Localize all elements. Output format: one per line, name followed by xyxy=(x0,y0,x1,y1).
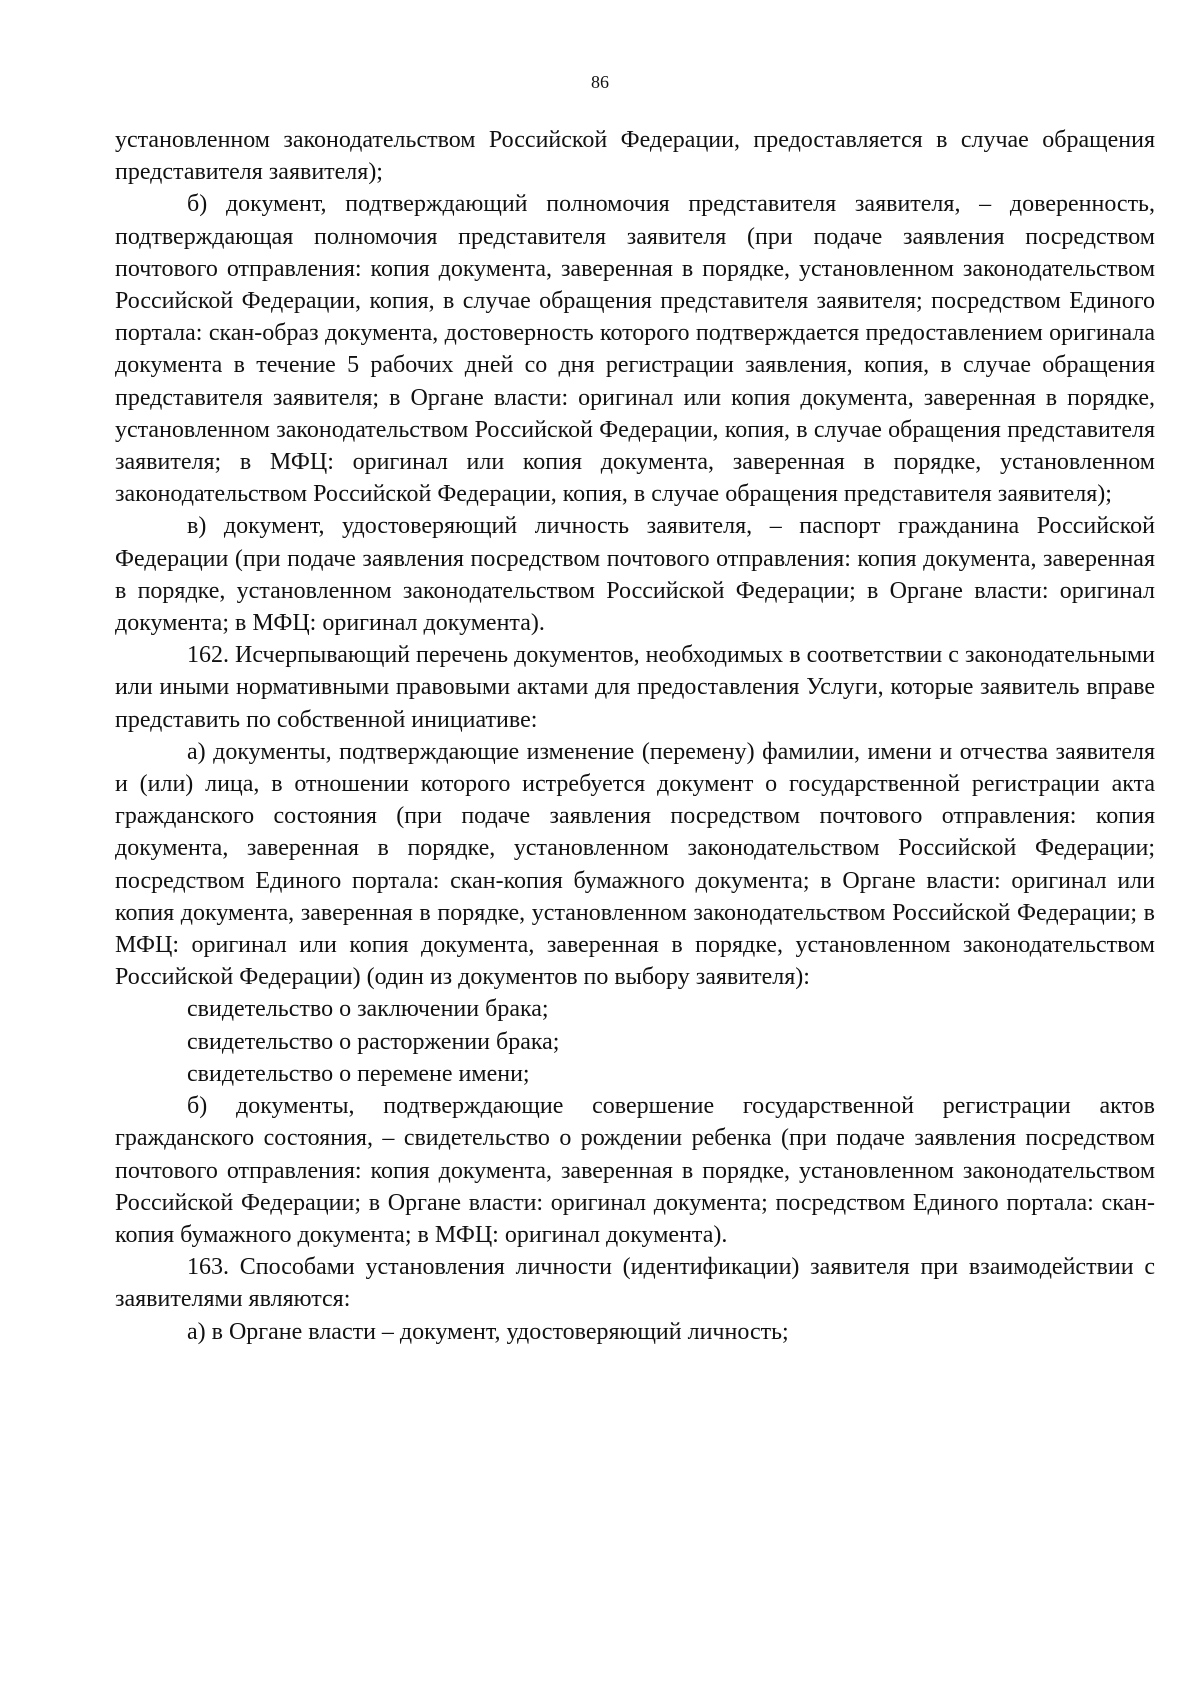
document-body xyxy=(115,124,1155,1348)
page-number: 86 xyxy=(591,72,609,92)
paragraph-item-v-identity-document: в) документ, удостоверяющий личность заявителя, – паспорт гражданина Российской Федерации (при подаче заявления посредством почтового отправления: копия документа, заверенная в порядке, установленном законодательством Российской Федерации; в Органе власти: оригинал документа; в МФЦ: оригинал документа). xyxy=(115,513,1155,637)
paragraph-item-b-civil-registration: б) документы, подтверждающие совершение государственной регистрации актов гражданского состояния, – свидетельство о рождении ребенка (при подаче заявления посредством почтового отправления: копия документа, заверенная в порядке, установленном законодательством Российской Федерации; в Органе власти: оригинал документа; посредством Единого портала: скан-копия бумажного документа; в МФЦ: оригинал документа). xyxy=(115,1093,1155,1248)
paragraph-section-163: 163. Способами установления личности (идентификации) заявителя при взаимодействии с заявителями являются: xyxy=(115,1254,1155,1313)
list-item-divorce-certificate: свидетельство о расторжении брака; xyxy=(187,1028,560,1055)
paragraph-continuation: установленном законодательством Российской Федерации, предоставляется в случае обращения представителя заявителя); xyxy=(115,127,1155,186)
paragraph-item-b-representative-authority: б) документ, подтверждающий полномочия представителя заявителя, – доверенность, подтверждающая полномочия представителя заявителя (при подаче заявления посредством почтового отправления: копия документа, заверенная в порядке, установленном законодательством Российской Федерации, копия, в случае обращения представителя заявителя; посредством Единого портала: скан-образ документа, достоверность которого подтверждается предоставлением оригинала документа в течение 5 рабочих дней со дня регистрации заявления, копия, в случае обращения представителя заявителя; в Органе власти: оригинал или копия документа, заверенная в порядке, установленном законодательством Российской Федерации, копия, в случае обращения представителя заявителя; в МФЦ: оригинал или копия документа, заверенная в порядке, установленном законодательством Российской Федерации, копия, в случае обращения представителя заявителя); xyxy=(115,191,1155,508)
paragraph-item-a-name-change-documents: а) документы, подтверждающие изменение (перемену) фамилии, имени и отчества заявителя и (или) лица, в отношении которого истребуется документ о государственной регистрации акта гражданского состояния (при подаче заявления посредством почтового отправления: копия документа, заверенная в порядке, установленном законодательством Российской Федерации; посредством Единого портала: скан-копия бумажного документа; в Органе власти: оригинал или копия документа, заверенная в порядке, установленном законодательством Российской Федерации; в МФЦ: оригинал или копия документа, заверенная в порядке, установленном законодательством Российской Федерации) (один из документов по выбору заявителя): xyxy=(115,738,1155,991)
paragraph-section-162: 162. Исчерпывающий перечень документов, необходимых в соответствии с законодательными или иными нормативными правовыми актами для предоставления Услуги, которые заявитель вправе представить по собственной инициативе: xyxy=(115,642,1155,733)
paragraph-item-a-authority-identity: а) в Органе власти – документ, удостоверяющий личность; xyxy=(187,1318,789,1345)
list-item-marriage-certificate: свидетельство о заключении брака; xyxy=(187,996,549,1023)
list-item-name-change-certificate: свидетельство о перемене имени; xyxy=(187,1060,530,1087)
